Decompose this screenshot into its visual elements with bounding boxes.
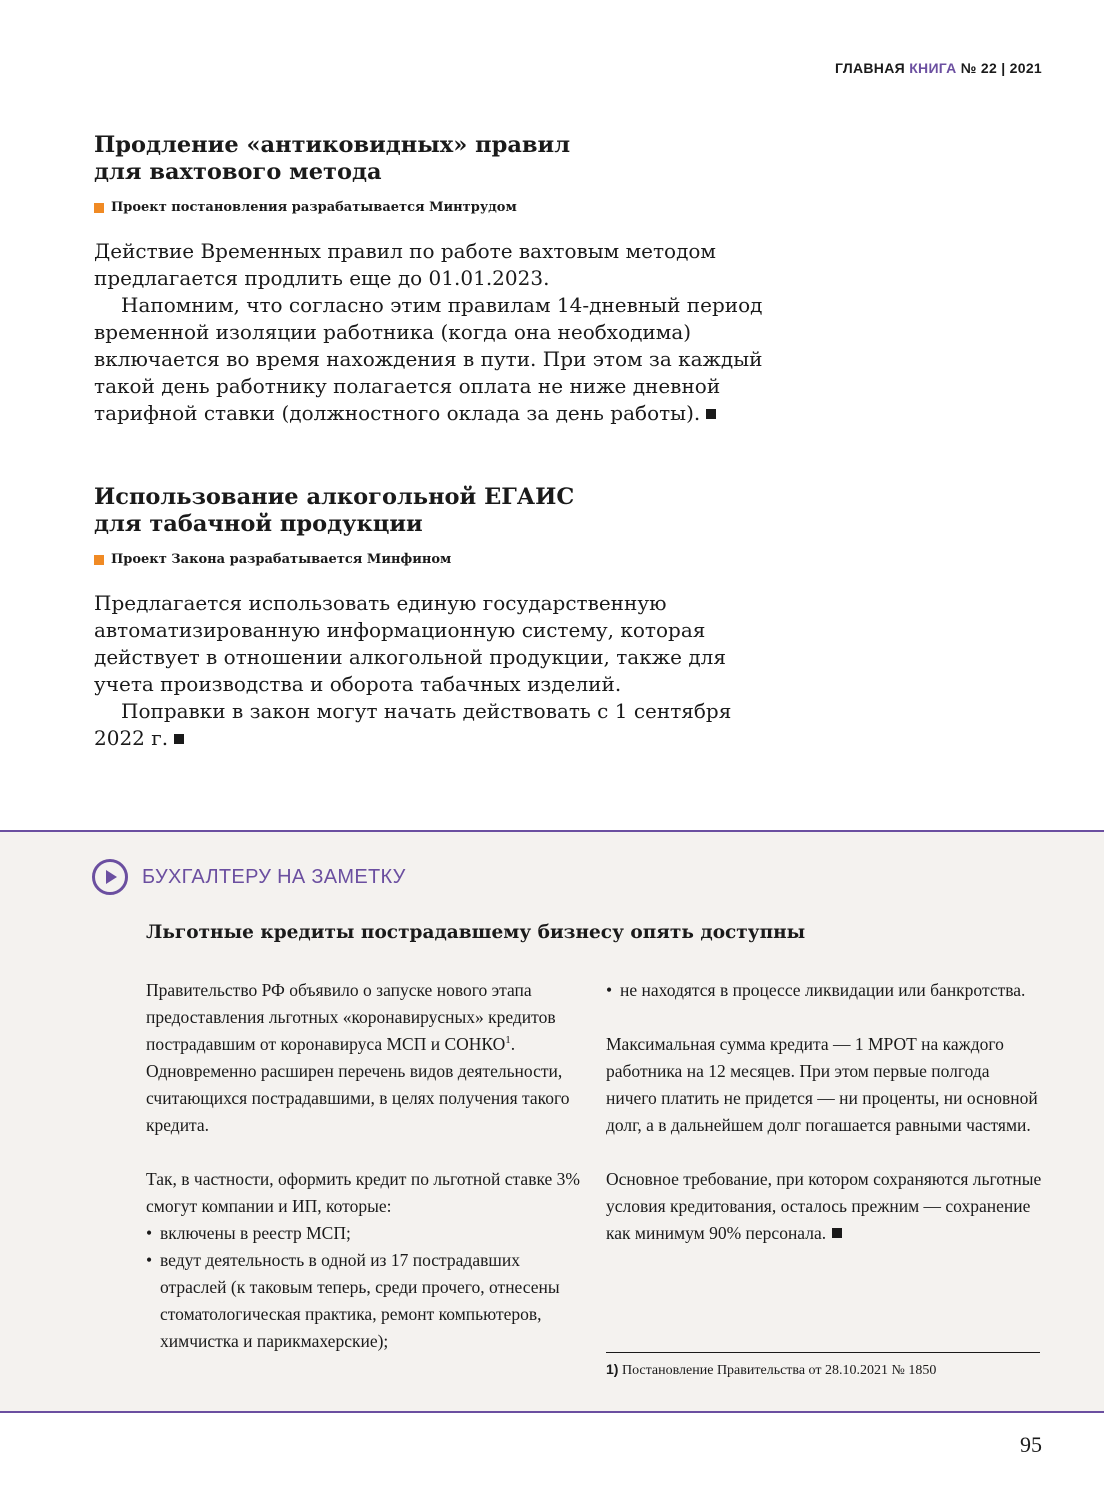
footnote-number: 1) <box>606 1361 619 1377</box>
paragraph: Правительство РФ объявило о запуске нового этапа предоставления льготных «коронавирусных» кредитов пострадавшим от коронавируса МСП и СОНКО$^1$. Одновременно расширен перечень видов деятельности, считающихся пострадавшими, в целях получения такого кредита. <box>146 980 570 1135</box>
note-title: Льготные кредиты пострадавшему бизнесу опять доступны <box>146 922 806 943</box>
footnote-divider <box>606 1352 1040 1353</box>
paragraph: Поправки в закон могут начать действовать с 1 сентября 2022 г. <box>94 699 732 750</box>
tag-square-icon <box>94 555 104 565</box>
tag-square-icon <box>94 203 104 213</box>
criteria-list <box>146 1220 586 1355</box>
article-tag: Проект Закона разрабатывается Минфином <box>94 552 784 567</box>
paragraph: Так, в частности, оформить кредит по льготной ставке 3% смогут компании и ИП, которые: <box>146 1169 580 1216</box>
end-mark-icon <box>706 409 716 419</box>
brand-name-accent: КНИГА <box>909 60 957 76</box>
note-column-right <box>606 977 1042 1274</box>
end-mark-icon <box>174 734 184 744</box>
note-label: БУХГАЛТЕРУ НА ЗАМЕТКУ <box>142 865 406 888</box>
criteria-list-continued <box>606 977 1042 1004</box>
paragraph: Предлагается использовать единую государственную автоматизированную информационную систему, которая действует в отношении алкогольной продукции, также для учета производства и оборота табачных изделий. <box>94 591 726 696</box>
issue-number: № 22 | 2021 <box>960 60 1042 76</box>
end-mark-icon <box>832 1228 842 1238</box>
article-title: Использование алкогольной ЕГАИС для табачной продукции <box>94 484 575 537</box>
note-header <box>92 859 406 895</box>
article-egais <box>94 484 784 752</box>
paragraph: Действие Временных правил по работе вахтовым методом предлагается продлить еще до 01.01.2023. <box>94 239 716 290</box>
page-number: 95 <box>1020 1432 1042 1457</box>
list-item: • не находятся в процессе ликвидации или банкротства. <box>606 977 1042 1004</box>
article-title: Продление «антиковидных» правил для вахтового метода <box>94 132 571 185</box>
paragraph: Максимальная сумма кредита — 1 МРОТ на каждого работника на 12 месяцев. При этом первые полгода ничего платить не придется — ни проценты, ни основной долг, а в дальнейшем долг погашается равными частями. <box>606 1034 1038 1135</box>
paragraph: Напомним, что согласно этим правилам 14-дневный период временной изоляции работника (когда она необходима) включается во время нахождения в пути. При этом за каждый такой день работнику полагается оплата не ниже дневной тарифной ставки (должностного оклада за день работы). <box>94 293 763 425</box>
accountant-note-box <box>0 830 1104 1413</box>
masthead <box>835 60 1042 76</box>
footnote <box>606 1361 936 1379</box>
footnote-text: Постановление Правительства от 28.10.2021 № 1850 <box>621 1363 937 1378</box>
brand-name: ГЛАВНАЯ <box>834 60 905 76</box>
list-item: • включены в реестр МСП; <box>146 1220 586 1247</box>
note-column-left <box>146 977 586 1382</box>
article-body <box>94 590 784 752</box>
article-tag: Проект постановления разрабатывается Минтрудом <box>94 200 784 215</box>
article-body <box>94 238 784 427</box>
paragraph: Основное требование, при котором сохраняются льготные условия кредитования, осталось прежним — сохранение как минимум 90% персонала. <box>606 1169 1042 1243</box>
footnote-ref: 1 <box>505 1034 511 1047</box>
play-icon <box>92 859 128 895</box>
list-item: • ведут деятельность в одной из 17 пострадавших отраслей (к таковым теперь, среди прочего, отнесены стоматологическая практика, ремонт компьютеров, химчистка и парикмахерские); <box>146 1247 586 1355</box>
article-shift-method <box>94 132 784 427</box>
